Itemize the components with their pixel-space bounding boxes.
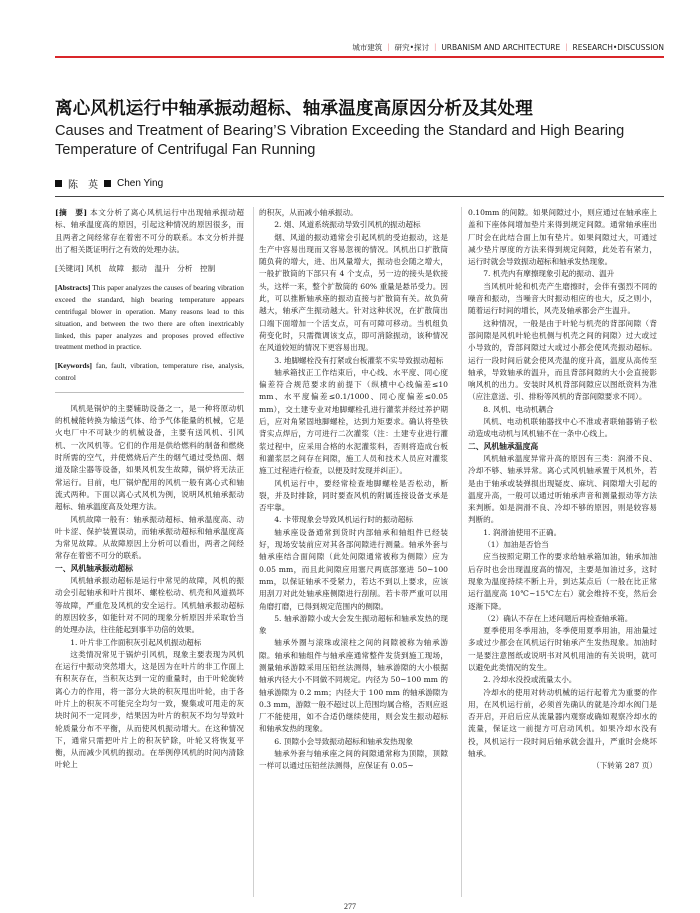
body-paragraph: 的积灰，从而减小轴承振动。	[259, 208, 358, 217]
article-title-cn: 离心风机运行中轴承振动超标、轴承温度高原因分析及其处理	[55, 99, 533, 119]
body-paragraph: 夏季使用冬季用油，冬季使用夏季用油，用油量过多或过少都会在风机运行时轴承产生发热现象。加油时一是要注意图纸或说明书对风机用油的有关说明，就可以避免此类情况的发生。	[468, 626, 657, 672]
abstract-rule	[55, 392, 244, 393]
abstract-en-label: [Abstracts]	[55, 283, 91, 293]
body-paragraph: 轴承外圈与滚珠或滚柱之间的间隙被称为轴承游隙。轴承和轴组件与轴承座通常整件发货到施工现场，测量轴承游隙采用压铅丝法测得，轴承游隙的大小根据轴承内径大小不同做不同规定。内径为 50~100 mm 的轴承游隙为 0.2 mm；内径大于 100 mm 的轴承游隙为 0.3 mm，游隙一般不超过以上范围均属合格，否则应返厂不能使用，如不合适仍继续使用，则会发生振动超标和轴承发热的现象。	[259, 638, 448, 734]
keywords-cn-text: 风机 故障 振动 温升 分析 控制	[86, 264, 216, 274]
author-line	[55, 176, 163, 191]
square-bullet-icon	[55, 180, 62, 187]
subsection-heading: 8. 风机、电动机耦合	[483, 404, 554, 414]
body-paragraph: 当风机叶轮和机壳产生磨擦时，会伴有强烈不同的噪音和振动，当噪音大时振动相应的也大，反之则小，随着运行时间的增长，风壳及轴承都会产生温升。	[468, 281, 657, 316]
subsection-heading: 1. 润滑油使用不正确。	[483, 527, 562, 537]
section-heading: 二、风机轴承温度高	[468, 441, 539, 451]
body-paragraph: 风机轴承振动超标是运行中常见的故障，风机的振动会引起轴承和叶片损坏、螺栓松动、机壳和风道损坏等故障，严重危及风机的安全运行。风机轴承振动超标的原因较多，如能针对不同的现象分析原因并采取恰当的处理办法，往往能起到事半功倍的效果。	[55, 576, 244, 635]
column-2	[259, 207, 448, 773]
keywords-en	[55, 360, 244, 384]
subsection-heading: 4. 卡带现象会导致风机运行时的振动超标	[274, 515, 413, 525]
author-cn: 陈 英	[68, 180, 98, 191]
column-divider	[461, 207, 462, 897]
subsection-heading: （1）加油是否恰当	[483, 540, 549, 550]
abstract-cn-text: 本文分析了离心风机运行中出现轴承振动超标、轴承温度高的原因，引起这种情况的原因很多，而且两者之间经常存在着密不可分的联系。本文分析并提出了相关既证明行之有效的处理办法。	[55, 208, 245, 254]
running-header	[352, 42, 664, 53]
header-rule	[55, 56, 664, 58]
body-paragraph: 这类情况常见于锅炉引风机，现象主要表现为风机在运行中振动突然增大，这是因为在叶片的非工作面上有积灰存在，当积灰达到一定的重量时，由于叶轮旋转离心力的作用，将一部分大块的积灰甩出叶轮，由于各叶片上的积灰不可能完全均匀一致，聚集或可甩走的灰块时间不一定同步，结果因为叶片的积灰不均匀导致叶轮质量分布不平衡，从而使风机振动增大。在这种情况下，通常只需把叶片上的积灰铲除，叶轮又将恢复平衡，从而减少风机的振动。在举例停风机的时间内清除叶轮上	[55, 649, 244, 770]
subsection-heading: 1. 叶片非工作面积灰引起风机振动超标	[70, 637, 202, 647]
subsection-heading: 5. 轴承游隙小或大会发生振动超标和轴承发热的现象	[259, 613, 448, 636]
keywords-cn-label: [关键词]	[55, 264, 84, 274]
body-paragraph: 烟、风道的振动通常会引起风机的受迫振动，这是生产中容易出现而又容易忽视的情况。风机出口扩散筒随负荷的增大，进、出风量增大，振动也会随之增大，一般扩散筒的下部只有 4 个支点，另一边的接头是软接头，这样一来，整个扩散筒的 60% 重量是悬吊受力。因此，可以推断轴承座的振动直接与扩散筒有关。故负荷越大，轴承产生振动越大。针对这种状况，在扩散筒出口端下面增加一个活支点，可有可障可移动。当机组负荷变化时，只需微调该支点，即可消除振动，该种情况在风道较短的情况下更容易出现。	[259, 232, 448, 353]
body-paragraph: 轴承箱找正工作结束后，中心线、水平度、同心度偏差符合规范要求的前提下（纵横中心线偏差≤10 mm、水平度偏差≤0.1/1000、同心度偏差≤0.05 mm），交土建专业对地脚螺栓孔进行灌浆并经过养护期后，应对角紧固地脚螺栓，达到力矩要求。确认将垫铁背实点焊后，方可进行二次灌浆（注：土建专业进行灌浆过程中，应采用合格的水泥灌浆料，否则将造成台板和灌浆层之间存在间隙，施工人员和技术人员应对灌浆施工过程进行检查，以便及时发现并纠正）。	[259, 367, 448, 476]
body-paragraph: 0.10mm 的间隙。如果间隙过小，则应通过在轴承座上盖和下座体间增加垫片来得到规定间隙。通常轴承座出厂时会在此结合面上加有垫片。如果间隙过大，可通过减少垫片厚度的方法来得到规定间隙，此处若有紧力，运行时就会导致振动超标和轴承发热现象。	[468, 208, 657, 267]
subsection-heading: （2）确认不存在上述问题后再检查轴承箱。	[483, 613, 633, 623]
subsection-heading: 3. 地脚螺栓没有打紧或台板灌浆不实导致振动超标	[274, 355, 444, 365]
column-3	[468, 207, 657, 773]
body-paragraph: 冷却水的使用对转动机械的运行起着尤为重要的作用，在风机运行前，必须首先确认的就是冷却水阀门是否开启，开启后应从流量器内观察或确如观察冷却水的流量，保证这一前提方可启动风机。如果冷却水没有投，风机运行一段时间后轴承就会温升，严重时会烧坏轴承。	[468, 687, 657, 759]
header-separator: ｜	[562, 43, 571, 52]
abstract-cn-label: [摘 要]	[55, 208, 88, 217]
author-en: Chen Ying	[117, 178, 164, 189]
keywords-en-label: [Keywords]	[55, 361, 92, 371]
section-name-cn: 研究•探讨	[394, 43, 430, 52]
abstract-en-text: This paper analyzes the causes of bearing vibration exceed the standard, high bearing temperature appears centrifugal blower in operation. Many reasons lead to this situation, and between the two there are often inextricably linked, this paper analyzes and proposes proved effective treatment method in practice.	[55, 283, 244, 352]
column-divider	[253, 207, 254, 897]
author-rule	[55, 196, 664, 197]
journal-name-en: URBANISM AND ARCHITECTURE	[441, 43, 561, 52]
section-name-en: RESEARCH•DISCUSSION	[572, 43, 664, 52]
body-paragraph: 应当按照定期工作的要求给轴承箱加油，轴承加油后存时也会出现温度高的情况，主要是加油过多，这时现象为温度持续不断上升，到达某点后（一般在比正常运行温度高 10℃~15℃左右）就会维持不变，然后会逐渐下降。	[468, 552, 657, 611]
subsection-heading: 2. 冷却水没投或流量太小。	[483, 675, 577, 685]
header-separator: ｜	[384, 43, 393, 52]
body-paragraph: 轴承外套与轴承座之间的间隙通常称为顶隙，顶隙一样可以通过压铅丝法测得，应保证有 0.05~	[259, 749, 448, 771]
continued-note: （下转第 287 页）	[592, 761, 657, 771]
abstract-block	[55, 207, 244, 384]
body-paragraph: 风机故障一般有：轴承振动超标、轴承温度高、动叶卡涩、保护装置误动，而轴承振动超标和轴承温度高为常见故障。从故障原因上分析可以看出，两者之间经常存在着密不可分的联系。	[55, 514, 244, 561]
subsection-heading: 6. 顶隙小会导致振动超标和轴承发热现象	[274, 736, 413, 746]
abstract-en	[55, 282, 244, 353]
keywords-cn	[55, 263, 244, 275]
body-paragraph: 风机、电动机联轴器找中心不准或者联轴器销子松动造成电动机与风机轴不在一条中心线上。	[468, 417, 657, 439]
header-separator: ｜	[431, 43, 439, 52]
body-paragraph: 这种情况，一般是由于叶轮与机壳的背部间隙（背部间隙是风机叶轮也机侧与机壳之间的间隙）过大或过小导致的，背部间隙过大或过小都会使风壳振动超标。运行一段时间后就会使风壳温的度升高，温度从高传至轴承，导致轴承的温升，而且背部间隙的大小会直接影响风机的出力。安装时风机背部间隙应以图纸资料为准（应注意送、引、排粉等风机的背部间隙要求不同）。	[468, 318, 657, 402]
section-heading: 一、风机轴承振动超标	[55, 563, 133, 573]
abstract-cn	[55, 207, 244, 256]
body-paragraph: 风机轴承温度异常升高的原因有三类：润滑不良、冷却不够、轴承异常。离心式风机轴承置于风机外，若是由于轴承或装弹损出现疑皮、麻坑、间隙增大引起的温度升高，一般可以通过听轴承声音和测量振动等方法来判断。如是润滑不良、冷却不够的原因，则是较容易判断的。	[468, 453, 657, 525]
journal-name-cn: 城市建筑	[352, 43, 383, 52]
body-paragraph: 风机是锅炉的主要辅助设备之一，是一种将原动机的机械能转换为输送气体、给予气体能量的机械，它是火电厂中不可缺少的机械设备，主要有送风机、引风机、一次风机等。它们的作用是供给燃料的制备和燃烧时所需的空气，并使燃烧后产生的烟气通过受热面、烟道及除尘器等设备，如果风机发生故障，锅炉将无法正常运行。目前，电厂锅炉配用的风机一般有离心式和轴流式两种。下面以离心式风机为例，说明风机轴承振动超标、轴承温度高及处理方法。	[55, 403, 244, 512]
article-title-en: Causes and Treatment of Bearing’S Vibration Exceeding the Standard and High Bearing Temperature of Centrifugal Fan Running	[55, 123, 625, 158]
body-paragraph: 风机运行中，要经常检查地脚螺栓是否松动，断裂，并及时排除，同时要查风机的附属连接设备支承是否牢靠。	[259, 478, 448, 513]
square-bullet-icon	[104, 180, 111, 187]
subsection-heading: 7. 机壳内有摩擦现象引起的振动、温升	[483, 269, 615, 279]
body-paragraph: 轴承座设备通常到货时内部轴承和轴组件已经装好，现场安装前应对其各部间隙进行测量。轴承外套与轴承座结合面间隙（此处间隙通常被称为侧隙）应为 0.05 mm，而且此间隙应用塞尺两底部塞进 50~100 mm，以保证轴承不受紧力，若达不到以上要求，应该用刮刀对此处轴承座侧隙进行刮削。若卡带严重可以用角磨打磨，已得到规定范围内的侧隙。	[259, 527, 448, 611]
page-number: 277	[344, 902, 356, 911]
subsection-heading: 2. 烟、风道系统振动导致引风机的振动超标	[274, 220, 421, 230]
column-1	[55, 207, 244, 772]
keywords-en-text: fan, fault, vibration, temperature rise, analysis, control	[55, 361, 244, 383]
